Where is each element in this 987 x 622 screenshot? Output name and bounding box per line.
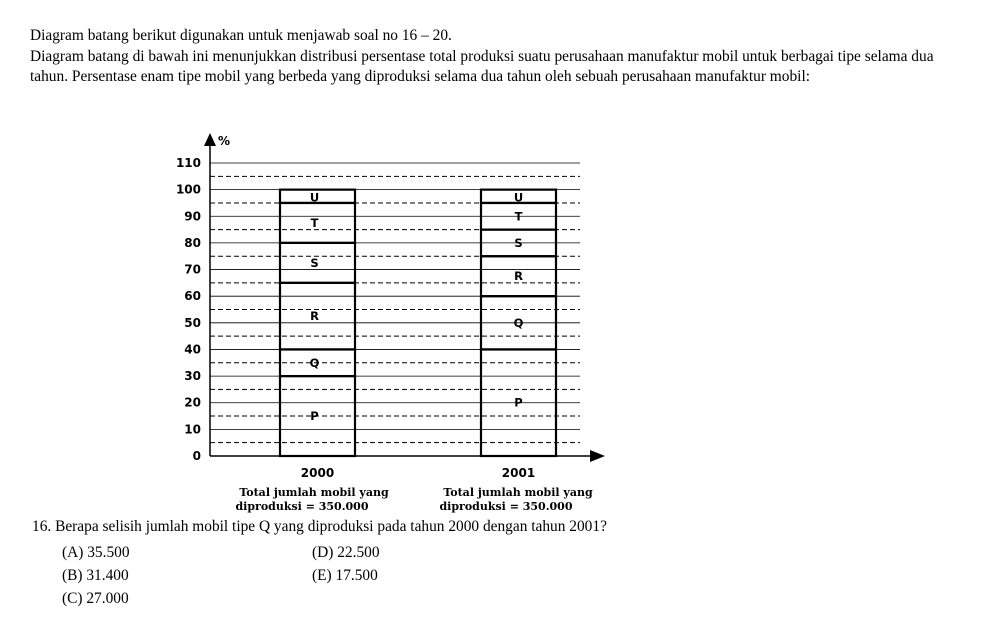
intro-line-1: Diagram batang berikut digunakan untuk menjawab soal no 16 – 20. bbox=[30, 27, 452, 44]
y-axis-label: % bbox=[218, 134, 231, 148]
y-tick-label: 70 bbox=[184, 262, 201, 277]
y-axis-arrow bbox=[204, 133, 216, 146]
y-tick-label: 40 bbox=[184, 342, 201, 357]
y-tick-label: 90 bbox=[184, 209, 201, 224]
y-tick-label: 50 bbox=[184, 315, 201, 330]
segment-label: U bbox=[513, 190, 524, 205]
y-tick-label: 0 bbox=[192, 449, 201, 463]
y-tick-label: 10 bbox=[184, 422, 201, 437]
segment-label: P bbox=[310, 409, 319, 424]
segment-label: S bbox=[310, 255, 319, 270]
segment-label: U bbox=[309, 190, 320, 205]
segment-label: T bbox=[514, 209, 523, 224]
segment-label: R bbox=[310, 309, 319, 324]
y-tick-label: 20 bbox=[184, 395, 201, 410]
y-tick-label: 100 bbox=[175, 182, 201, 197]
y-tick-label: 80 bbox=[184, 235, 201, 250]
segment-label: S bbox=[514, 235, 523, 250]
segment-label: R bbox=[514, 269, 523, 284]
segment-label: P bbox=[514, 395, 523, 410]
category-note-line1: Total jumlah mobil yang bbox=[443, 486, 593, 499]
question-16: 16. Berapa selisih jumlah mobil tipe Q yang diproduksi pada tahun 2000 dengan tahun 2001? bbox=[32, 518, 607, 535]
y-tick-label: 110 bbox=[175, 156, 201, 170]
option-c[interactable]: (C) 27.000 bbox=[62, 590, 129, 607]
y-tick-label: 30 bbox=[184, 369, 201, 384]
x-axis-arrow bbox=[590, 450, 605, 462]
option-a[interactable]: (A) 35.500 bbox=[62, 544, 130, 561]
segment-label: Q bbox=[309, 355, 320, 370]
option-d[interactable]: (D) 22.500 bbox=[312, 544, 380, 561]
option-b[interactable]: (B) 31.400 bbox=[62, 567, 129, 584]
category-note-line2: diproduksi = 350.000 bbox=[235, 500, 369, 513]
segment-label: Q bbox=[513, 315, 524, 330]
answer-options bbox=[62, 541, 562, 610]
intro-line-2: Diagram batang di bawah ini menunjukkan distribusi persentase total produksi suatu perusahaan manufaktur mobil untuk berbagai tipe selama dua tahun. Persentase enam tipe mobil yang berbeda yang diproduksi selama dua tahun oleh sebuah perusahaan manufaktur mobil: bbox=[30, 47, 934, 85]
y-tick-label: 60 bbox=[184, 289, 201, 304]
option-e[interactable]: (E) 17.500 bbox=[312, 567, 378, 584]
segment-label: T bbox=[310, 215, 319, 230]
category-note-line1: Total jumlah mobil yang bbox=[239, 486, 389, 499]
x-tick-label: 2000 bbox=[300, 466, 335, 480]
x-tick-label: 2001 bbox=[501, 466, 536, 480]
category-note-line2: diproduksi = 350.000 bbox=[439, 500, 573, 513]
